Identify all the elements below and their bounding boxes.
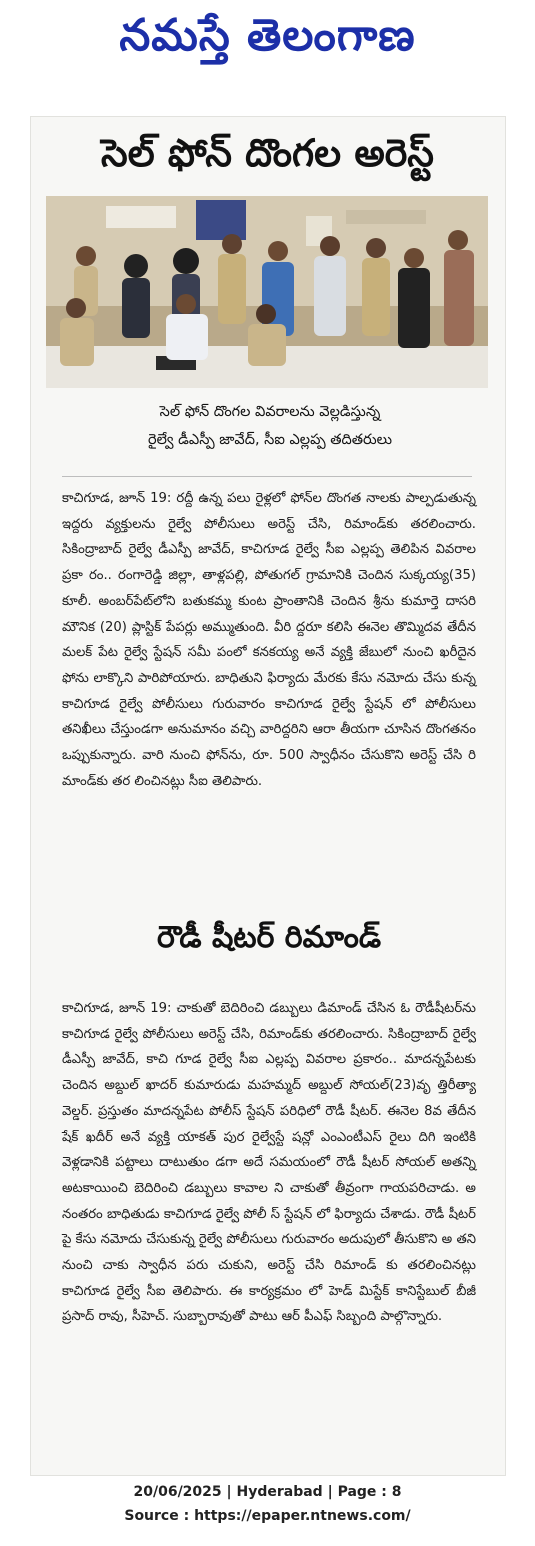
news-photo	[46, 196, 488, 388]
article-headline: సెల్ ఫోన్ దొంగల అరెస్ట్	[101, 129, 434, 175]
article-body	[62, 486, 476, 794]
masthead-title: నమస్తే తెలంగాణ	[119, 10, 416, 61]
second-article-body	[62, 996, 476, 1330]
caption-line-1: సెల్ ఫోన్ దొంగల వివరాలను వెల్లడిస్తున్న	[159, 404, 381, 420]
caption-line-2: రైల్వే డీఎస్పీ జావేద్, సీఐ ఎల్లప్ప తదితరులు	[148, 432, 392, 448]
photo-caption	[60, 398, 480, 454]
footer-source-line: Source : https://epaper.ntnews.com/	[124, 1508, 411, 1524]
second-article-headline: రౌడీ షీటర్ రిమాండ్	[156, 920, 382, 955]
second-article-paragraph: కాచిగూడ, జూన్ 19: చాకుతో బెదిరించి డబ్బులు డిమాండ్ చేసిన ఓ రౌడీషీటర్‌ను కాచిగూడ రైల్వే పోలీసులు అరెస్ట్ చేసి, రిమాండ్‌కు తరలించారు. సికింద్రాబాద్ రైల్వే డీఎస్పీ జావేద్, కాచి గూడ రైల్వే సీఐ ఎల్లప్ప వివరాల ప్రకారం.. మాదన్నపేటకు చెందిన అబ్దుల్ ఖాదర్ కుమారుడు మహమ్మద్ అబ్దుల్ సోయల్(23)వృ త్తిరీత్యా వెల్డర్. ప్రస్తుతం మాదన్నపేట పోలీస్ స్టేషన్ పరిధిలో రౌడీ షీటర్. ఈనెల 8వ తేదీన షేక్ ఖదీర్ అనే వ్యక్తి యాకత్ పుర రైల్వేస్టే షన్లో ఎంఎంటీఎస్ రైలు దిగి ఇంటికి వెళ్లడానికి పట్టాలు దాటుతుం డగా అదే సమయంలో రౌడీ షీటర్ సోయల్ అతన్ని అటకాయించి బెదిరించి డబ్బులు కావాల ని చాకుతో తీవ్రంగా గాయపరిచాడు. అ నంతరం బాధితుడు కాచిగూడ రైల్వే పోలీ స్ స్టేషన్ లో ఫిర్యాదు చేశాడు. రౌడీ షీటర్ పై కేసు నమోదు చేసుకున్న రైల్వే పోలీసులు గురువారం అదుపులో తీసుకొని అ తని నుంచి చాకు స్వాధీన పరు చుకుని, అరెస్ట్ చేసి రిమాండ్ కు తరలించినట్లు కాచిగూడ రైల్వే సీఐ తెలిపారు. ఈ కార్యక్రమం లో హెడ్ మిస్టేక్ కానిస్టేబుల్ బీజీ ప్రసాద్ రావు, సీహెచ్. సుబ్బారావుతో పాటు ఆర్ పీఎఫ్ సిబ్బంది పాల్గొన్నారు.	[62, 1001, 476, 1325]
police-group-photo	[46, 196, 488, 388]
section-divider	[62, 476, 472, 477]
article-paragraph: కాచిగూడ, జూన్ 19: రద్దీ ఉన్న పలు రైళ్లలో ఫోన్‌ల దొంగత నాలకు పాల్పడుతున్న ఇద్దరు వ్యక్తులను రైల్వే పోలీసులు అరెస్ట్ చేసి, రిమాండ్‌కు తరలించారు. సికింద్రాబాద్ రైల్వే డీఎస్పీ జావేద్, కాచిగూడ రైల్వే సీఐ ఎల్లప్ప తెలిపిన వివరాల ప్రకా రం.. రంగారెడ్డి జిల్లా, తాళ్లపల్లి, పోతుగల్ గ్రామానికి చెందిన సుక్కయ్య(35) కూలీ. అంబర్‌పేట్‌లోని బతుకమ్మ కుంట ప్రాంతానికి చెందిన శ్రీను కుమార్తె దాసరి మౌనిక (20) ప్లాస్టిక్ పేపర్లు అమ్ముతుంది. వీరి ద్దరూ కలిసి ఈనెల తొమ్మిదవ తేదీన మలక్ పేట రైల్వే స్టేషన్ సమీ పంలో కనకయ్య అనే వ్యక్తి జేబులో నుంచి ఖరీదైన ఫోను లాక్కొని పారిపోయారు. బాధితుని ఫిర్యాదు మేరకు కేసు నమోదు చేసు కున్న కాచిగూడ రైల్వే పోలీసులు గురువారం కాచిగూడ రైల్వే స్టేషన్ లో పోలీసులు తనిఖీలు చేస్తుండగా అనుమానం వచ్చి వారిద్దరిని ఆరా తీయగా చూసిన దొంగతనం ఒప్పుకున్నారు. వారి నుంచి ఫోన్‌ను, రూ. 500 స్వాధీనం చేసుకొని అరెస్ట్ చేసి రి మాండ్‌కు తర లించినట్లు సీఐ తెలిపారు.	[62, 491, 476, 789]
masthead-logo	[40, 6, 495, 76]
footer-date-line: 20/06/2025 | Hyderabad | Page : 8	[133, 1484, 402, 1500]
